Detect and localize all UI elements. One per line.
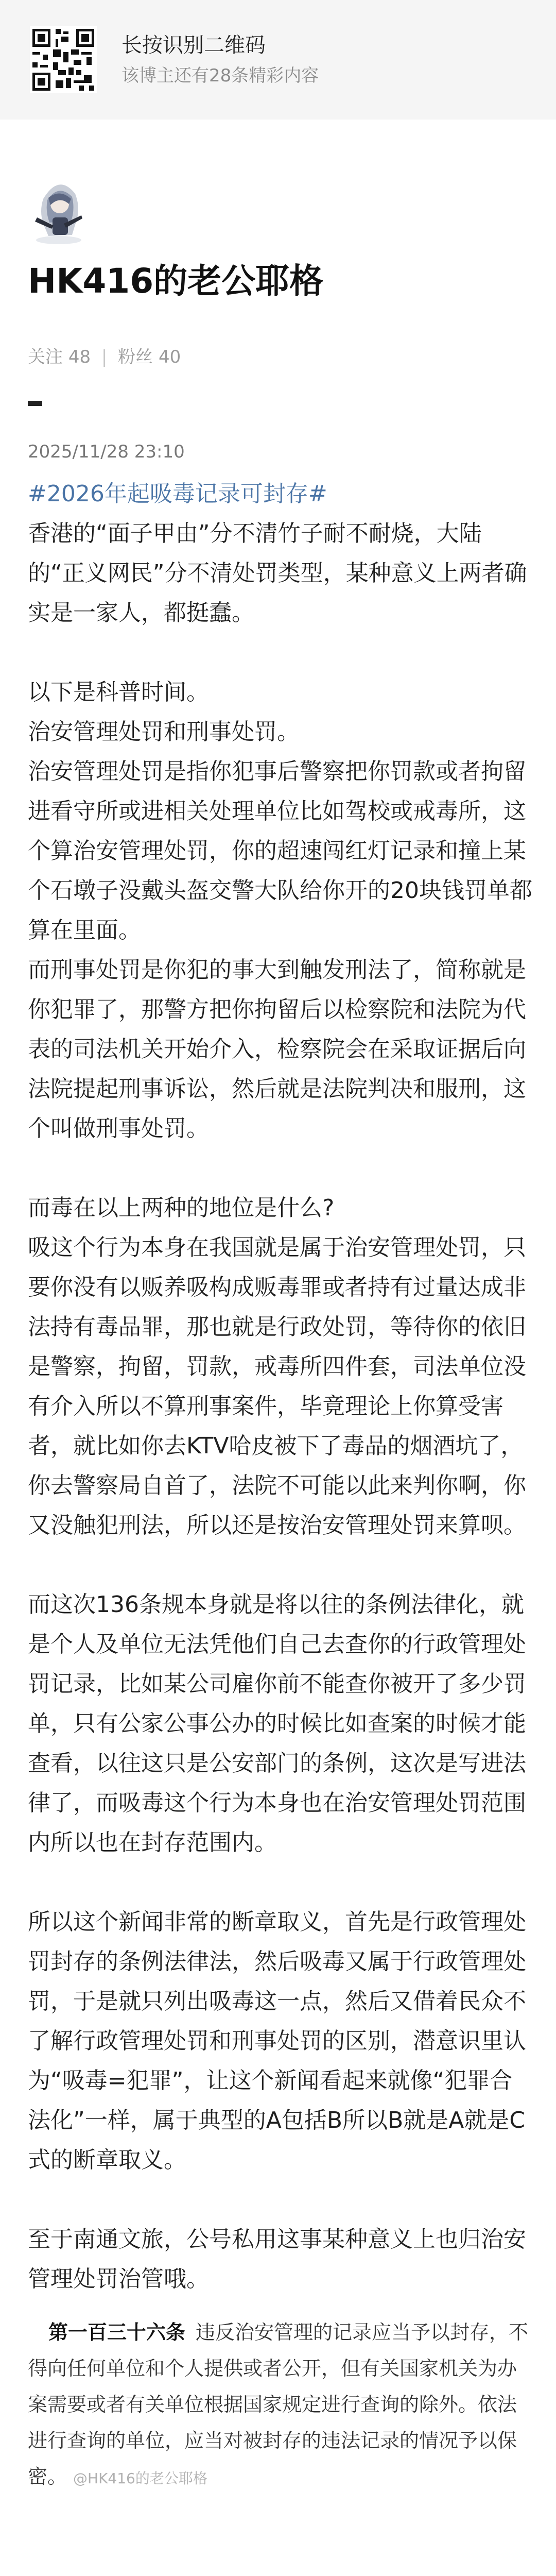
post-content bbox=[28, 474, 532, 2497]
banner-title: 长按识别二维码 bbox=[121, 33, 266, 57]
page-title[interactable]: HK416的老公耶格 bbox=[28, 261, 324, 301]
hashtag-link[interactable]: #2026年起吸毒记录可封存# bbox=[28, 481, 327, 507]
profile-stats bbox=[28, 344, 181, 370]
follow-count[interactable]: 48 bbox=[68, 347, 91, 367]
post-paragraph: 吸这个行为本身在我国就是属于治安管理处罚，只要你没有以贩养吸构成贩毒罪或者持有过量达成非法持有毒品罪，那也就是行政处罚，等待你的依旧是警察，拘留，罚款，戒毒所四件套，司法单位没有介入所以不算刑事案件，毕竟理论上你算受害者，就比如你去KTV哈皮被下了毒品的烟酒坑了，你去警察局自首了，法院不可能以此来判你啊，你又没触犯刑法，所以还是按治安管理处罚来算呗。 bbox=[28, 1234, 526, 1538]
post-date: 2025/11/28 23:10 bbox=[28, 442, 185, 462]
post-paragraph: 而刑事处罚是你犯的事大到触发刑法了，简称就是你犯罪了，那警方把你拘留后以检察院和法院为代表的司法机关开始介入，检察院会在采取证据后向法院提起刑事诉讼，然后就是法院判决和服刑，这个叫做刑事处罚。 bbox=[28, 957, 526, 1142]
follow-label[interactable]: 关注 bbox=[28, 347, 63, 367]
post-paragraph: 而毒在以上两种的地位是什么? bbox=[28, 1195, 335, 1221]
qr-code-icon[interactable] bbox=[30, 26, 97, 93]
post-paragraph: 治安管理处罚和刑事处罚。 bbox=[28, 719, 300, 745]
law-text: 违反治安管理的记录应当予以封存，不得向任何单位和个人提供或者公开，但有关国家机关为办案需要或者有关单位根据国家规定进行查询的除外。依法进行查询的单位，应当对被封存的违法记录的情况予以保密。 bbox=[28, 2321, 529, 2488]
law-watermark: @HK416的老公耶格 bbox=[73, 2470, 207, 2487]
law-quote bbox=[28, 2314, 532, 2497]
paragraph-gap bbox=[28, 1862, 532, 1902]
fans-label[interactable]: 粉丝 bbox=[118, 347, 153, 367]
post-paragraph: 治安管理处罚是指你犯事后警察把你罚款或者拘留进看守所或进相关处理单位比如驾校或戒毒所，这个算治安管理处罚，你的超速闯红灯记录和撞上某个石墩子没戴头盔交警大队给你开的20块钱罚单都算在里面。 bbox=[28, 758, 532, 943]
stats-divider: | bbox=[101, 347, 108, 367]
post-paragraph: 以下是科普时间。 bbox=[28, 679, 209, 705]
divider-mark bbox=[28, 401, 42, 406]
paragraph-gap bbox=[28, 1545, 532, 1585]
paragraph-gap bbox=[28, 2180, 532, 2219]
post-paragraphs bbox=[28, 514, 532, 2299]
law-title: 第一百三十六条 bbox=[48, 2321, 186, 2344]
qr-banner[interactable] bbox=[0, 0, 556, 120]
post-paragraph: 而这次136条规本身就是将以往的条例法律化，就是个人及单位无法凭他们自己去查你的行政管理处罚记录，比如某公司雇你前不能查你被开了多少罚单，只有公家公事公办的时候比如查案的时候才能查看，以往这只是公安部门的条例，这次是写进法律了，而吸毒这个行为本身也在治安管理处罚范围内所以也在封存范围内。 bbox=[28, 1591, 526, 1856]
post-paragraph: 所以这个新闻非常的断章取义，首先是行政管理处罚封存的条例法律法，然后吸毒又属于行政管理处罚，于是就只列出吸毒这一点，然后又借着民众不了解行政管理处罚和刑事处罚的区别，潜意识里认为“吸毒=犯罪”，让这个新闻看起来就像“犯罪合法化”一样，属于典型的A包括B所以B就是A就是C式的断章取义。 bbox=[28, 1909, 526, 2173]
avatar[interactable] bbox=[28, 168, 90, 245]
paragraph-gap bbox=[28, 633, 532, 672]
post-paragraph: 至于南通文旅，公号私用这事某种意义上也归治安管理处罚治管哦。 bbox=[28, 2226, 526, 2292]
paragraph-gap bbox=[28, 1148, 532, 1188]
banner-subtitle: 该博主还有28条精彩内容 bbox=[121, 65, 319, 86]
post-paragraph: 香港的“面子甲由”分不清竹子耐不耐烧，大陆的“正义网民”分不清处罚类型，某种意义上两者确实是一家人，都挺蠢。 bbox=[28, 520, 527, 626]
fans-count[interactable]: 40 bbox=[158, 347, 181, 367]
